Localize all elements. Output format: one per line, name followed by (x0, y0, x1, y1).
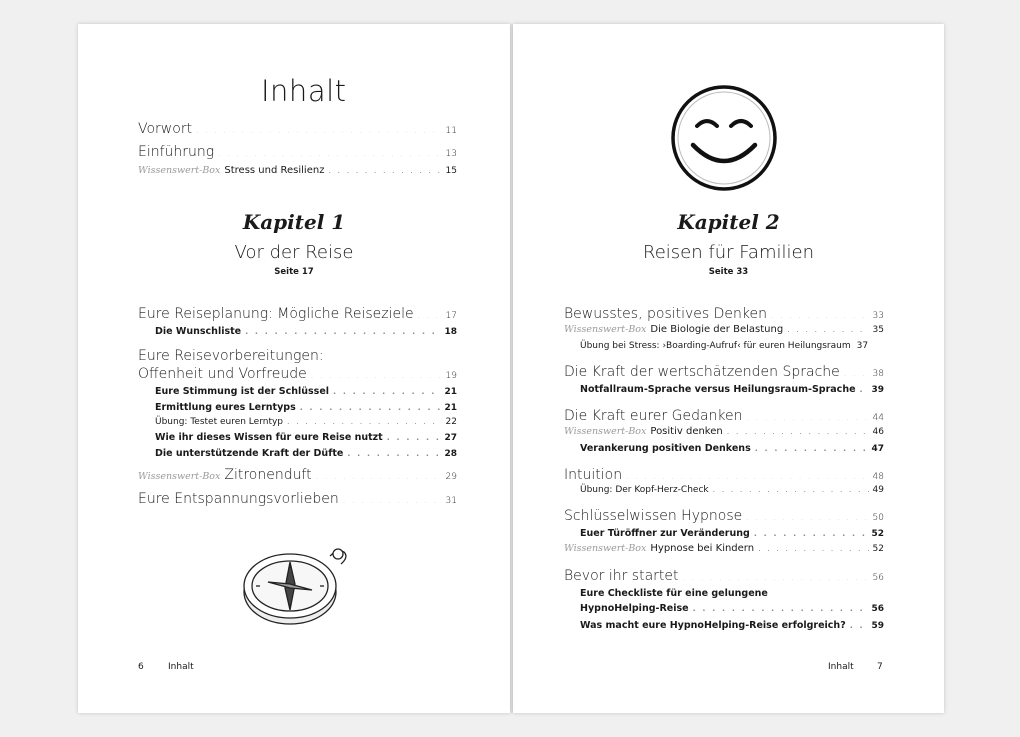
toc-entry-title: HypnoHelping-Reise (580, 603, 689, 614)
right-page (513, 24, 944, 713)
toc-entry-title-line: Eure Reisevorbereitungen: (138, 348, 324, 364)
toc-page-number: 22 (445, 417, 457, 427)
dot-leader (196, 126, 441, 135)
toc-entry-title: Wie ihr dieses Wissen für eure Reise nutzt (155, 432, 383, 443)
toc-page-number: 46 (872, 427, 884, 437)
dot-leader (754, 529, 868, 538)
dot-leader (713, 485, 869, 494)
toc-page-number: 11 (445, 126, 457, 136)
footer-label: Inhalt (168, 662, 194, 672)
toc-page-number: 15 (445, 166, 457, 176)
toc-subentry[interactable] (580, 443, 884, 454)
dot-leader (683, 573, 869, 582)
toc-entry-title: Bewusstes, positives Denken (564, 306, 768, 322)
toc-entry-title: Eure Entspannungsvorlieben (138, 491, 339, 507)
dot-leader (316, 472, 442, 481)
chapter-page-ref: Seite 33 (708, 267, 749, 277)
toc-entry-title: Die unterstützende Kraft der Düfte (155, 448, 344, 459)
toc-subentry[interactable] (580, 341, 884, 351)
toc-entry-title: Zitronenduft (224, 467, 312, 483)
toc-entry[interactable] (564, 408, 884, 424)
toc-entry[interactable] (564, 568, 884, 584)
toc-page-number: 56 (871, 604, 884, 614)
left-page (78, 24, 510, 713)
toc-page-number: 56 (872, 573, 884, 583)
toc-entry-stress-resilienz[interactable] (138, 165, 457, 176)
dot-leader (387, 433, 441, 442)
dot-leader (245, 327, 440, 336)
dot-leader (300, 403, 441, 412)
toc-page-number: 27 (444, 433, 457, 443)
chapter-page-ref: Seite 17 (274, 267, 314, 277)
toc-page-number: 31 (445, 496, 457, 506)
toc-entry[interactable] (138, 366, 457, 382)
dot-leader (328, 166, 441, 175)
toc-page-number: 33 (872, 311, 884, 321)
toc-entry-title: Die Wunschliste (155, 326, 242, 337)
toc-entry-title: Hypnose bei Kindern (650, 543, 755, 554)
toc-entry-zitronenduft[interactable] (138, 467, 457, 483)
toc-page-number: 18 (444, 327, 457, 337)
toc-entry-title: Bevor ihr startet (564, 568, 679, 584)
dot-leader (218, 149, 441, 158)
footer-page-number: 7 (877, 662, 883, 672)
toc-entry-title: Die Biologie der Belastung (650, 324, 784, 335)
toc-page-number: 44 (872, 413, 884, 423)
dot-leader (343, 496, 442, 505)
toc-subentry[interactable] (564, 426, 884, 437)
toc-page-number: 50 (872, 513, 884, 523)
toc-subentry[interactable] (155, 417, 457, 427)
toc-entry-title: Verankerung positiven Denkens (580, 443, 751, 454)
toc-subentry[interactable] (155, 448, 457, 459)
toc-entry-title: Intuition (564, 467, 623, 483)
toc-entry[interactable] (564, 306, 884, 322)
wissenswert-box-label: Wissenswert-Box (564, 324, 647, 335)
toc-page-number: 49 (872, 485, 884, 495)
toc-subentry[interactable] (580, 384, 884, 395)
toc-page-number: 52 (871, 529, 884, 539)
toc-entry-title: Eure Stimmung ist der Schlüssel (155, 386, 330, 397)
toc-entry[interactable] (564, 467, 884, 483)
chapter-title: Reisen für Familien (643, 242, 814, 263)
dot-leader (287, 417, 442, 426)
dot-leader (347, 449, 440, 458)
toc-entry-title: Übung: Testet euren Lerntyp (155, 417, 284, 427)
toc-entry-einfuehrung[interactable] (138, 144, 457, 160)
toc-entry-title: Offenheit und Vorfreude (138, 366, 307, 382)
toc-page-number: 38 (872, 369, 884, 379)
toc-page-number: 39 (871, 385, 884, 395)
dot-leader (333, 387, 440, 396)
toc-subentry[interactable] (580, 528, 884, 539)
toc-page-number: 28 (444, 449, 457, 459)
toc-page-number: 59 (871, 621, 884, 631)
dot-leader (746, 513, 868, 522)
footer-label: Inhalt (828, 662, 854, 672)
toc-subentry[interactable] (580, 603, 884, 614)
toc-subentry[interactable] (155, 326, 457, 337)
toc-subentry[interactable] (155, 386, 457, 397)
toc-subentry[interactable] (580, 485, 884, 495)
page-title: Inhalt (261, 74, 347, 108)
toc-page-number: 17 (445, 311, 457, 321)
toc-entry-title: Vorwort (138, 121, 193, 137)
toc-entry[interactable] (564, 508, 884, 524)
toc-entry-title: Euer Türöffner zur Veränderung (580, 528, 750, 539)
toc-page-number: 29 (445, 472, 457, 482)
toc-entry[interactable] (138, 306, 457, 322)
toc-page-number: 21 (444, 403, 457, 413)
toc-entry-title: Ermittlung eures Lerntyps (155, 402, 296, 413)
toc-page-number: 37 (856, 341, 869, 351)
toc-entry-title: Notfallraum-Sprache versus Heilungsraum-Sprache (580, 384, 856, 395)
toc-subentry[interactable] (564, 324, 884, 335)
toc-subentry-title-line: Eure Checkliste für eine gelungene (580, 588, 768, 599)
chapter-title: Vor der Reise (234, 242, 354, 263)
toc-page-number: 48 (872, 472, 884, 482)
dot-leader (758, 544, 868, 553)
dot-leader (850, 621, 868, 630)
toc-entry-title: Schlüsselwissen Hypnose (564, 508, 743, 524)
wissenswert-box-label: Wissenswert-Box (138, 471, 221, 482)
toc-entry-title: Die Kraft der wertschätzenden Sprache (564, 364, 840, 380)
toc-page-number: 19 (445, 371, 457, 381)
toc-entry[interactable] (138, 491, 457, 507)
dot-leader (727, 427, 869, 436)
toc-subentry[interactable] (580, 620, 884, 631)
dot-leader (787, 325, 868, 334)
dot-leader (860, 385, 868, 394)
wissenswert-box-label: Wissenswert-Box (138, 165, 221, 176)
toc-entry[interactable] (564, 364, 884, 380)
toc-entry-title: Übung: Der Kopf-Herz-Check (580, 485, 709, 495)
dot-leader (771, 311, 869, 320)
compass-icon (238, 534, 353, 629)
chapter-label: Kapitel 2 (677, 210, 780, 234)
dot-leader (755, 444, 868, 453)
dot-leader (418, 311, 442, 320)
toc-entry-title: Was macht eure HypnoHelping-Reise erfolgreich? (580, 620, 846, 631)
toc-subentry[interactable] (155, 432, 457, 443)
toc-page-number: 21 (444, 387, 457, 397)
dot-leader (747, 413, 869, 422)
toc-entry-title: Einführung (138, 144, 215, 160)
chapter-label: Kapitel 1 (242, 210, 346, 234)
toc-entry-title: Die Kraft eurer Gedanken (564, 408, 743, 424)
footer-page-number: 6 (138, 662, 144, 672)
dot-leader (844, 369, 869, 378)
toc-subentry[interactable] (155, 402, 457, 413)
toc-entry-vorwort[interactable] (138, 121, 457, 137)
toc-page-number: 35 (872, 325, 884, 335)
toc-page-number: 47 (871, 444, 884, 454)
toc-entry-title: Positiv denken (650, 426, 723, 437)
toc-entry-title: Stress und Resilienz (224, 165, 325, 176)
dot-leader (693, 604, 868, 613)
toc-page-number: 52 (872, 544, 884, 554)
wissenswert-box-label: Wissenswert-Box (564, 426, 647, 437)
dot-leader (311, 371, 442, 380)
dot-leader (626, 472, 868, 481)
wissenswert-box-label: Wissenswert-Box (564, 543, 647, 554)
toc-subentry[interactable] (564, 543, 884, 554)
toc-entry-title: Übung bei Stress: ›Boarding-Aufruf‹ für euren Heilungsraum (580, 341, 851, 351)
toc-page-number: 13 (445, 149, 457, 159)
smiley-face-icon (669, 83, 779, 193)
toc-entry-title: Eure Reiseplanung: Mögliche Reiseziele (138, 306, 414, 322)
